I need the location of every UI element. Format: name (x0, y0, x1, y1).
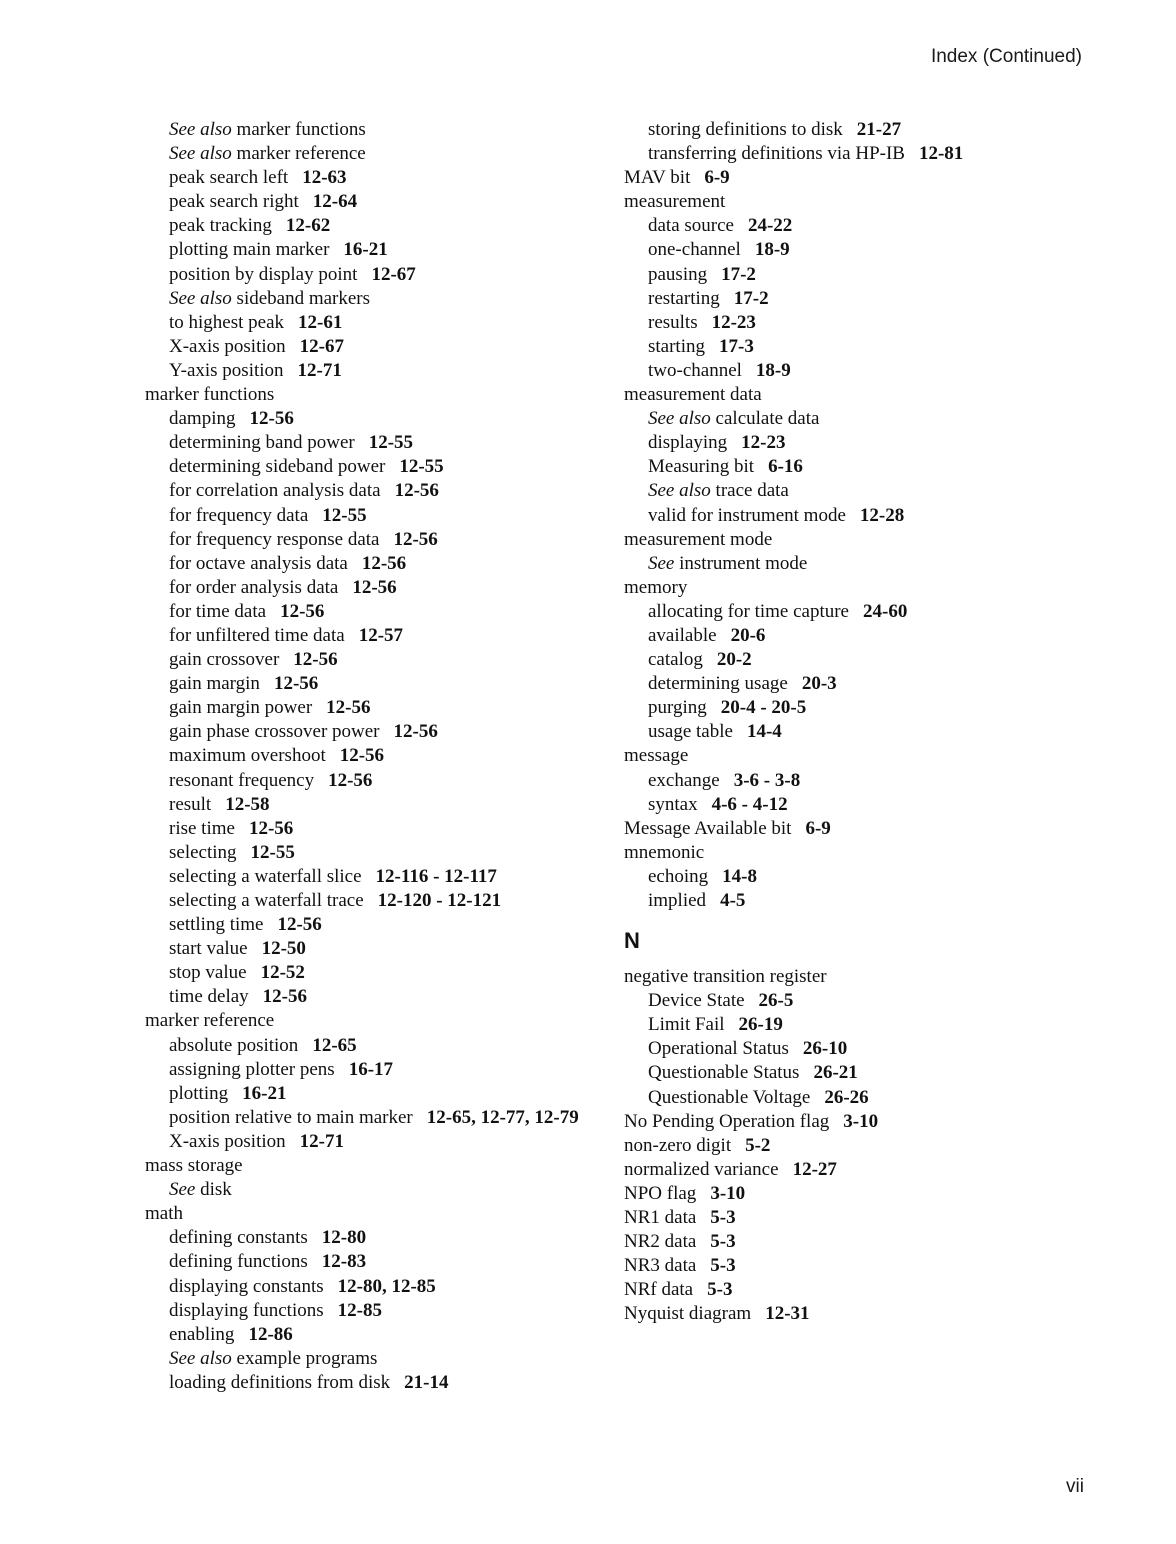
index-entry-page-ref: 24-22 (747, 215, 793, 237)
index-entry-page-ref: 18-9 (754, 239, 790, 261)
index-entry-page-ref: 12-63 (302, 167, 347, 189)
index-entry-page-ref: 12-81 (918, 143, 964, 165)
index-entry-term: determining band power (169, 432, 355, 454)
index-entry (624, 407, 1094, 431)
index-entry-page-ref: 26-5 (758, 990, 794, 1012)
index-entry-term: Measuring bit (648, 456, 755, 478)
index-entry (145, 287, 625, 311)
index-entry-page-ref: 12-57 (358, 624, 404, 646)
index-entry-term: peak search left (169, 167, 289, 189)
index-entry-term: NR2 data (624, 1231, 697, 1253)
index-entry-term: marker reference (236, 143, 366, 165)
index-entry-page-ref: 5-3 (710, 1231, 736, 1253)
index-entry (624, 552, 1094, 576)
index-entry-page-ref: 20-6 (730, 624, 766, 646)
index-entry-term: valid for instrument mode (648, 504, 846, 526)
index-entry (145, 1371, 625, 1395)
index-entry (624, 989, 1094, 1013)
index-entry-see-prefix: See also (169, 119, 232, 140)
running-header: Index (Continued) (930, 46, 1082, 67)
index-entry (624, 431, 1094, 455)
index-entry-page-ref: 16-17 (348, 1058, 394, 1080)
index-entry (624, 720, 1094, 744)
index-entry-page-ref: 12-61 (298, 311, 343, 333)
index-entry (145, 479, 625, 503)
index-entry-page-ref: 3-10 (710, 1182, 746, 1204)
index-entry-term: usage table (648, 721, 733, 743)
index-entry-page-ref: 21-14 (404, 1371, 449, 1393)
index-entry (624, 1182, 1094, 1206)
index-entry (145, 1347, 625, 1371)
index-entry (145, 865, 625, 889)
index-entry-term: No Pending Operation flag (624, 1110, 830, 1132)
index-entry (145, 1034, 625, 1058)
index-entry-term: purging (648, 697, 707, 719)
index-entry (145, 937, 625, 961)
index-entry (145, 1250, 625, 1274)
index-entry (624, 648, 1094, 672)
index-entry (145, 769, 625, 793)
index-entry (145, 359, 625, 383)
index-entry (624, 817, 1094, 841)
index-entry (624, 383, 1094, 407)
index-entry-page-ref: 12-71 (299, 1130, 344, 1152)
index-entry-term: storing definitions to disk (648, 119, 843, 140)
index-entry (145, 1275, 625, 1299)
index-entry-page-ref: 12-55 (368, 432, 414, 454)
index-entry-term: result (169, 793, 212, 815)
index-entry-page-ref: 12-85 (337, 1299, 382, 1321)
index-entry (624, 359, 1094, 383)
index-entry-term: X-axis position (169, 1130, 286, 1152)
index-entry (624, 624, 1094, 648)
index-entry (624, 793, 1094, 817)
index-entry-page-ref: 5-3 (710, 1207, 736, 1229)
index-entry (145, 166, 625, 190)
index-entry-term: start value (169, 938, 248, 960)
index-entry-page-ref: 3-10 (843, 1110, 879, 1132)
index-entry-page-ref: 16-21 (242, 1082, 287, 1104)
index-entry (624, 1110, 1094, 1134)
index-entry (624, 335, 1094, 359)
index-entry (624, 1206, 1094, 1230)
index-entry-page-ref: 21-27 (856, 119, 902, 140)
index-entry-see-prefix: See (169, 1179, 196, 1201)
index-entry-term: determining usage (648, 673, 788, 695)
index-entry (145, 1106, 625, 1130)
index-entry-term: enabling (169, 1323, 235, 1345)
index-entry-page-ref: 12-28 (859, 504, 905, 526)
index-entry-page-ref: 12-56 (326, 697, 371, 719)
index-entry-term: measurement data (624, 384, 762, 406)
index-entry-term: for unfiltered time data (169, 624, 345, 646)
index-entry-page-ref: 24-60 (863, 600, 908, 622)
index-entry-page-ref: 26-26 (824, 1086, 869, 1108)
index-entry-term: gain margin power (169, 697, 313, 719)
index-entry-page-ref: 18-9 (755, 359, 791, 381)
index-entry-term: two-channel (648, 359, 742, 381)
index-entry-term: for frequency response data (169, 528, 380, 550)
index-entry-page-ref: 12-23 (711, 311, 756, 333)
index-entry (624, 504, 1094, 528)
index-entry-term: selecting a waterfall trace (169, 890, 364, 911)
index-entry-term: absolute position (169, 1034, 299, 1056)
index-entry-term: to highest peak (169, 311, 285, 333)
index-entry-page-ref: 12-67 (371, 263, 416, 285)
index-entry-term: marker functions (145, 384, 275, 406)
index-entry (624, 672, 1094, 696)
index-entry-term: Limit Fail (648, 1014, 725, 1036)
index-entry-term: NPO flag (624, 1182, 697, 1204)
index-entry-page-ref: 12-55 (399, 456, 444, 478)
index-entry (145, 1226, 625, 1250)
index-entry-term: MAV bit (624, 167, 691, 189)
index-entry (624, 190, 1094, 214)
index-entry (624, 1037, 1094, 1061)
index-entry (145, 600, 625, 624)
index-entry-page-ref: 12-56 (248, 817, 294, 839)
index-entry (624, 865, 1094, 889)
index-entry-term: restarting (648, 287, 720, 309)
index-entry-page-ref: 12-56 (393, 721, 438, 743)
index-entry (624, 455, 1094, 479)
index-entry-term: determining sideband power (169, 456, 386, 478)
index-entry-page-ref: 12-56 (361, 552, 407, 574)
index-entry-page-ref: 12-80 (321, 1227, 367, 1249)
index-entry-term: instrument mode (679, 552, 808, 574)
index-entry (624, 1254, 1094, 1278)
index-entry (624, 576, 1094, 600)
index-entry (624, 841, 1094, 865)
index-entry-term: measurement mode (624, 528, 773, 550)
index-entry-term: Device State (648, 990, 745, 1012)
index-entry-page-ref: 4-6 - 4-12 (711, 793, 788, 815)
index-entry-term: Operational Status (648, 1038, 789, 1060)
index-entry-page-ref: 6-16 (768, 456, 803, 478)
index-entry-term: settling time (169, 914, 264, 936)
index-entry (624, 769, 1094, 793)
index-column-left (145, 118, 625, 1395)
index-entry (145, 455, 625, 479)
index-entry-term: NR1 data (624, 1207, 697, 1229)
index-entry (145, 648, 625, 672)
index-entry-term: assigning plotter pens (169, 1058, 335, 1080)
index-entry (145, 383, 625, 407)
index-entry-term: one-channel (648, 239, 741, 261)
index-entry-page-ref: 16-21 (343, 239, 388, 261)
index-column-right (624, 118, 1094, 1327)
index-entry (624, 311, 1094, 335)
index-entry-term: mnemonic (624, 841, 705, 863)
index-entry-page-ref: 26-21 (813, 1062, 858, 1084)
index-entry-page-ref: 12-56 (339, 745, 385, 767)
index-entry-term: allocating for time capture (648, 600, 849, 622)
index-entry (145, 696, 625, 720)
index-entry-page-ref: 5-3 (710, 1255, 736, 1277)
index-entry-page-ref: 12-56 (277, 914, 322, 936)
index-entry (624, 1278, 1094, 1302)
index-entry-page-ref: 12-83 (321, 1251, 367, 1273)
index-entry-term: stop value (169, 962, 247, 984)
index-entry-term: plotting (169, 1082, 229, 1104)
index-entry (145, 720, 625, 744)
index-entry-page-ref: 12-56 (328, 769, 373, 791)
index-entry-page-ref: 12-56 (352, 576, 397, 598)
index-entry-term: for time data (169, 600, 267, 622)
index-entry-term: data source (648, 215, 734, 237)
index-entry (624, 1302, 1094, 1326)
index-entry (145, 190, 625, 214)
index-entry (624, 1158, 1094, 1182)
index-entry-page-ref: 26-19 (738, 1014, 783, 1036)
index-entry-page-ref: 12-65, 12-77, 12-79 (426, 1106, 579, 1128)
section-letter-heading: N (624, 928, 640, 954)
index-entry (145, 1202, 625, 1226)
index-entry-term: selecting (169, 841, 237, 863)
index-entry (145, 142, 625, 166)
index-entry-page-ref: 12-56 (293, 649, 338, 671)
index-entry (624, 118, 1094, 142)
index-entry (624, 214, 1094, 238)
index-entry-page-ref: 12-56 (280, 600, 325, 622)
index-entry-page-ref: 3-6 - 3-8 (733, 769, 801, 791)
index-entry (624, 600, 1094, 624)
index-entry-page-ref: 12-120 - 12-121 (377, 890, 502, 911)
index-entry-page-ref: 6-9 (704, 167, 730, 189)
index-entry-page-ref: 12-23 (741, 432, 786, 454)
index-entry-see-prefix: See (648, 552, 675, 574)
index-entry (145, 1130, 625, 1154)
index-entry-page-ref: 5-3 (707, 1279, 733, 1301)
index-entry-term: Questionable Status (648, 1062, 800, 1084)
index-entry-term: position relative to main marker (169, 1106, 413, 1128)
index-entry-page-ref: 20-4 - 20-5 (720, 697, 807, 719)
index-entry (145, 214, 625, 238)
index-entry-term: implied (648, 890, 707, 911)
index-entry-term: X-axis position (169, 335, 286, 357)
index-entry-term: negative transition register (624, 966, 827, 988)
index-entry-page-ref: 20-3 (801, 673, 837, 695)
page-number: vii (1066, 1476, 1084, 1497)
index-entry (145, 552, 625, 576)
index-entry-page-ref: 12-67 (299, 335, 344, 357)
index-entry-term: selecting a waterfall slice (169, 865, 362, 887)
index-entry-page-ref: 20-2 (716, 649, 752, 671)
index-entry-see-prefix: See also (648, 408, 711, 430)
index-entry (624, 287, 1094, 311)
index-entry-term: displaying constants (169, 1275, 324, 1297)
index-entry (145, 624, 625, 648)
index-entry-page-ref: 12-55 (322, 504, 367, 526)
index-entry-page-ref: 12-65 (312, 1034, 357, 1056)
index-entry-term: NRf data (624, 1279, 694, 1301)
index-entry-term: peak tracking (169, 215, 272, 237)
index-entry (624, 744, 1094, 768)
index-entry-term: time delay (169, 986, 249, 1008)
index-entry-term: non-zero digit (624, 1134, 732, 1156)
index-entry (145, 576, 625, 600)
index-entry (624, 965, 1094, 989)
index-entry-page-ref: 17-2 (721, 263, 756, 285)
index-entry-term: marker functions (236, 119, 366, 140)
index-entry-page-ref: 12-86 (248, 1323, 293, 1345)
index-entry (624, 1061, 1094, 1085)
index-entry-term: Y-axis position (169, 359, 284, 381)
index-entry-term: available (648, 624, 717, 646)
index-entry (145, 841, 625, 865)
index-list-right-top (624, 118, 1094, 913)
index-entry-page-ref: 12-56 (273, 673, 319, 695)
index-entry (145, 793, 625, 817)
index-entry-page-ref: 6-9 (805, 817, 831, 839)
index-list-right-bottom (624, 965, 1094, 1326)
index-entry-term: results (648, 311, 698, 333)
index-entry-term: exchange (648, 769, 720, 791)
index-entry-page-ref: 26-10 (802, 1038, 848, 1060)
index-entry (145, 263, 625, 287)
index-entry (145, 961, 625, 985)
index-entry (624, 1230, 1094, 1254)
index-entry (145, 889, 625, 913)
index-entry-page-ref: 12-80, 12-85 (337, 1275, 436, 1297)
index-entry-see-prefix: See also (169, 143, 232, 165)
index-entry (145, 817, 625, 841)
index-entry (145, 407, 625, 431)
index-entry (145, 1178, 625, 1202)
index-entry (624, 142, 1094, 166)
index-entry-term: transferring definitions via HP-IB (648, 143, 905, 165)
index-entry (624, 166, 1094, 190)
index-entry-term: loading definitions from disk (169, 1371, 391, 1393)
index-entry (624, 1013, 1094, 1037)
index-entry-page-ref: 14-4 (746, 721, 782, 743)
index-entry-page-ref: 12-56 (393, 528, 438, 550)
index-entry (624, 889, 1094, 913)
index-entry-term: gain margin (169, 673, 260, 695)
index-entry-page-ref: 12-50 (261, 938, 306, 960)
index-entry-page-ref: 12-64 (312, 191, 358, 213)
index-entry-page-ref: 17-2 (733, 287, 769, 309)
index-entry-page-ref: 17-3 (719, 335, 754, 357)
index-entry-page-ref: 14-8 (722, 865, 757, 887)
index-entry-term: plotting main marker (169, 239, 330, 261)
index-entry-term: trace data (715, 480, 789, 502)
index-entry (145, 1058, 625, 1082)
index-entry-term: catalog (648, 649, 703, 671)
index-entry-page-ref: 12-52 (260, 962, 305, 984)
index-entry-term: pausing (648, 263, 708, 285)
index-entry-term: message (624, 745, 689, 767)
index-entry-term: defining functions (169, 1251, 308, 1273)
index-entry-page-ref: 12-31 (765, 1303, 810, 1325)
index-entry (145, 528, 625, 552)
index-entry-term: NR3 data (624, 1255, 697, 1277)
index-entry-term: math (145, 1203, 183, 1225)
index-entry-term: rise time (169, 817, 235, 839)
index-entry-term: maximum overshoot (169, 745, 326, 767)
index-entry-page-ref: 12-56 (249, 408, 294, 430)
index-entry-term: displaying functions (169, 1299, 324, 1321)
index-entry-term: example programs (236, 1347, 378, 1369)
index-entry (145, 1323, 625, 1347)
index-entry-term: for octave analysis data (169, 552, 348, 574)
index-entry-term: for order analysis data (169, 576, 339, 598)
index-entry-page-ref: 12-116 - 12-117 (375, 865, 497, 887)
index-entry (145, 311, 625, 335)
index-entry-page-ref: 12-71 (297, 359, 342, 381)
index-entry-page-ref: 5-2 (745, 1134, 771, 1156)
index-entry-page-ref: 12-27 (792, 1158, 837, 1180)
index-entry-see-prefix: See also (169, 287, 232, 309)
index-entry (145, 744, 625, 768)
index-entry-see-prefix: See also (648, 480, 711, 502)
index-entry-page-ref: 12-56 (262, 986, 307, 1008)
index-entry-term: displaying (648, 432, 728, 454)
index-entry-term: resonant frequency (169, 769, 315, 791)
index-entry-term: calculate data (715, 408, 820, 430)
index-entry-term: Questionable Voltage (648, 1086, 811, 1108)
index-entry (145, 1299, 625, 1323)
index-entry-term: gain crossover (169, 649, 280, 671)
index-entry (145, 1082, 625, 1106)
index-entry (624, 263, 1094, 287)
index-entry-term: normalized variance (624, 1158, 779, 1180)
index-entry-term: position by display point (169, 263, 358, 285)
index-entry (624, 696, 1094, 720)
index-entry (145, 913, 625, 937)
index-entry (624, 1134, 1094, 1158)
index-entry-term: for frequency data (169, 504, 309, 526)
index-entry (145, 1009, 625, 1033)
index-entry (145, 238, 625, 262)
index-entry-page-ref: 12-62 (285, 215, 331, 237)
index-entry-page-ref: 12-58 (225, 793, 270, 815)
index-entry-term: marker reference (145, 1010, 275, 1032)
index-entry (145, 985, 625, 1009)
index-entry-page-ref: 12-55 (250, 841, 295, 863)
index-entry (145, 504, 625, 528)
index-entry-term: gain phase crossover power (169, 721, 380, 743)
index-entry (624, 479, 1094, 503)
index-entry-term: syntax (648, 793, 698, 815)
index-entry (624, 238, 1094, 262)
index-entry (145, 431, 625, 455)
index-entry-see-prefix: See also (169, 1347, 232, 1369)
index-entry-term: for correlation analysis data (169, 480, 381, 502)
index-entry-term: mass storage (145, 1155, 243, 1177)
index-entry (145, 672, 625, 696)
index-entry (145, 118, 625, 142)
index-entry-term: Nyquist diagram (624, 1303, 752, 1325)
index-entry-term: defining constants (169, 1227, 308, 1249)
index-entry-term: starting (648, 335, 705, 357)
index-entry (145, 1154, 625, 1178)
index-entry-term: disk (200, 1179, 232, 1201)
index-entry-term: peak search right (169, 191, 299, 213)
index-entry-page-ref: 4-5 (720, 890, 746, 911)
index-entry-term: echoing (648, 865, 709, 887)
index-entry-term: damping (169, 408, 236, 430)
index-entry (624, 528, 1094, 552)
index-entry-term: memory (624, 576, 688, 598)
index-entry (624, 1086, 1094, 1110)
index-entry-page-ref: 12-56 (394, 480, 439, 502)
index-entry (145, 335, 625, 359)
index-entry-term: Message Available bit (624, 817, 792, 839)
index-entry-term: measurement (624, 191, 726, 213)
index-entry-term: sideband markers (236, 287, 371, 309)
